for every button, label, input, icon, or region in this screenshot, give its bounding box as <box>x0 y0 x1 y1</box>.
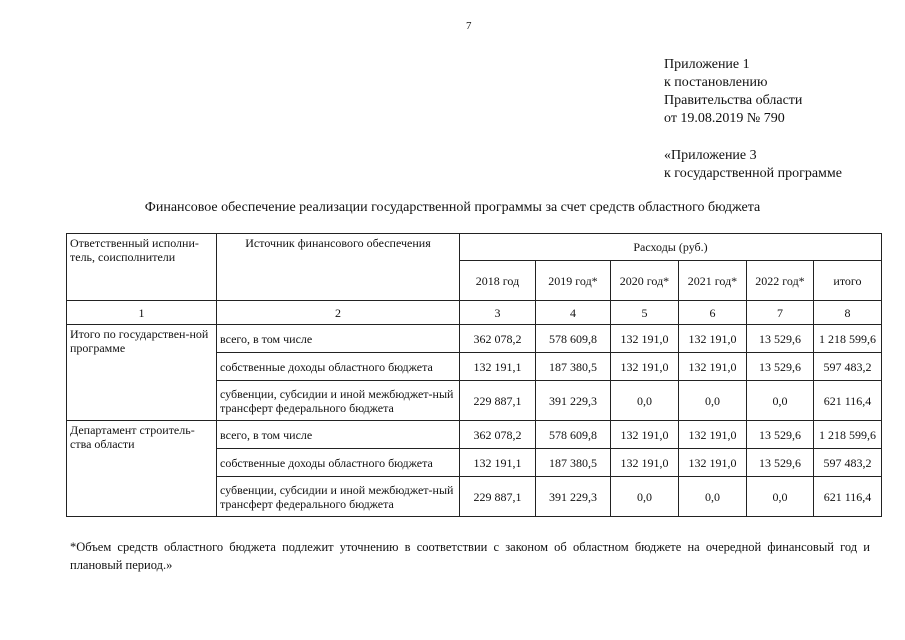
value-cell: 0,0 <box>747 381 814 421</box>
value-cell: 132 191,0 <box>679 353 747 381</box>
column-number: 2 <box>217 301 460 325</box>
source-cell: собственные доходы областного бюджета <box>217 353 460 381</box>
value-cell: 0,0 <box>679 477 747 517</box>
column-number: 6 <box>679 301 747 325</box>
appendix-line: Правительства области <box>664 93 803 108</box>
column-number: 8 <box>814 301 882 325</box>
value-cell: 621 116,4 <box>814 477 882 517</box>
value-cell: 13 529,6 <box>747 325 814 353</box>
source-cell: субвенции, субсидии и иной межбюджет-ный трансферт федерального бюджета <box>217 477 460 517</box>
appendix-reference <box>664 56 802 128</box>
value-cell: 621 116,4 <box>814 381 882 421</box>
value-cell: 578 609,8 <box>536 325 611 353</box>
source-cell: собственные доходы областного бюджета <box>217 449 460 477</box>
appendix-3-reference <box>664 147 842 183</box>
header-executor: Ответственный исполни-тель, соисполнители <box>67 234 217 301</box>
table-header-row <box>67 234 882 261</box>
column-number: 5 <box>611 301 679 325</box>
financing-table <box>66 233 882 517</box>
value-cell: 13 529,6 <box>747 353 814 381</box>
table-row <box>67 325 882 353</box>
value-cell: 187 380,5 <box>536 353 611 381</box>
header-year: 2021 год* <box>679 261 747 301</box>
value-cell: 229 887,1 <box>460 381 536 421</box>
appendix-3-line: «Приложение 3 <box>664 148 757 163</box>
executor-cell: Департамент строитель-ства области <box>67 421 217 517</box>
value-cell: 13 529,6 <box>747 421 814 449</box>
value-cell: 187 380,5 <box>536 449 611 477</box>
value-cell: 132 191,1 <box>460 449 536 477</box>
source-cell: субвенции, субсидии и иной межбюджет-ный трансферт федерального бюджета <box>217 381 460 421</box>
source-cell: всего, в том числе <box>217 421 460 449</box>
value-cell: 0,0 <box>747 477 814 517</box>
column-number: 7 <box>747 301 814 325</box>
value-cell: 362 078,2 <box>460 421 536 449</box>
document-title: Финансовое обеспечение реализации государственной программы за счет средств областного бюджета <box>144 200 761 215</box>
value-cell: 1 218 599,6 <box>814 421 882 449</box>
header-year: 2020 год* <box>611 261 679 301</box>
header-year: 2019 год* <box>536 261 611 301</box>
value-cell: 0,0 <box>679 381 747 421</box>
value-cell: 132 191,0 <box>679 449 747 477</box>
value-cell: 1 218 599,6 <box>814 325 882 353</box>
column-number: 1 <box>67 301 217 325</box>
appendix-line: к постановлению <box>664 75 768 90</box>
appendix-3-line: к государственной программе <box>664 166 842 181</box>
value-cell: 597 483,2 <box>814 449 882 477</box>
header-year: 2022 год* <box>747 261 814 301</box>
column-number: 4 <box>536 301 611 325</box>
header-total: итого <box>814 261 882 301</box>
value-cell: 132 191,0 <box>611 449 679 477</box>
header-expenses: Расходы (руб.) <box>460 234 882 261</box>
value-cell: 391 229,3 <box>536 477 611 517</box>
page-number: 7 <box>466 20 472 32</box>
header-source: Источник финансового обеспечения <box>217 234 460 301</box>
value-cell: 132 191,0 <box>611 421 679 449</box>
value-cell: 0,0 <box>611 381 679 421</box>
appendix-line: Приложение 1 <box>664 57 750 72</box>
value-cell: 229 887,1 <box>460 477 536 517</box>
appendix-line: от 19.08.2019 № 790 <box>664 111 785 126</box>
column-number: 3 <box>460 301 536 325</box>
value-cell: 13 529,6 <box>747 449 814 477</box>
value-cell: 132 191,1 <box>460 353 536 381</box>
column-number-row <box>67 301 882 325</box>
value-cell: 391 229,3 <box>536 381 611 421</box>
footnote: *Объем средств областного бюджета подлежит уточнению в соответствии с законом об областном бюджете на очередной финансовый год и плановый период.» <box>70 540 870 572</box>
value-cell: 578 609,8 <box>536 421 611 449</box>
table-row <box>67 421 882 449</box>
value-cell: 132 191,0 <box>611 325 679 353</box>
executor-cell: Итого по государствен-ной программе <box>67 325 217 421</box>
value-cell: 132 191,0 <box>679 325 747 353</box>
value-cell: 132 191,0 <box>611 353 679 381</box>
value-cell: 362 078,2 <box>460 325 536 353</box>
value-cell: 132 191,0 <box>679 421 747 449</box>
header-year: 2018 год <box>460 261 536 301</box>
value-cell: 597 483,2 <box>814 353 882 381</box>
value-cell: 0,0 <box>611 477 679 517</box>
source-cell: всего, в том числе <box>217 325 460 353</box>
